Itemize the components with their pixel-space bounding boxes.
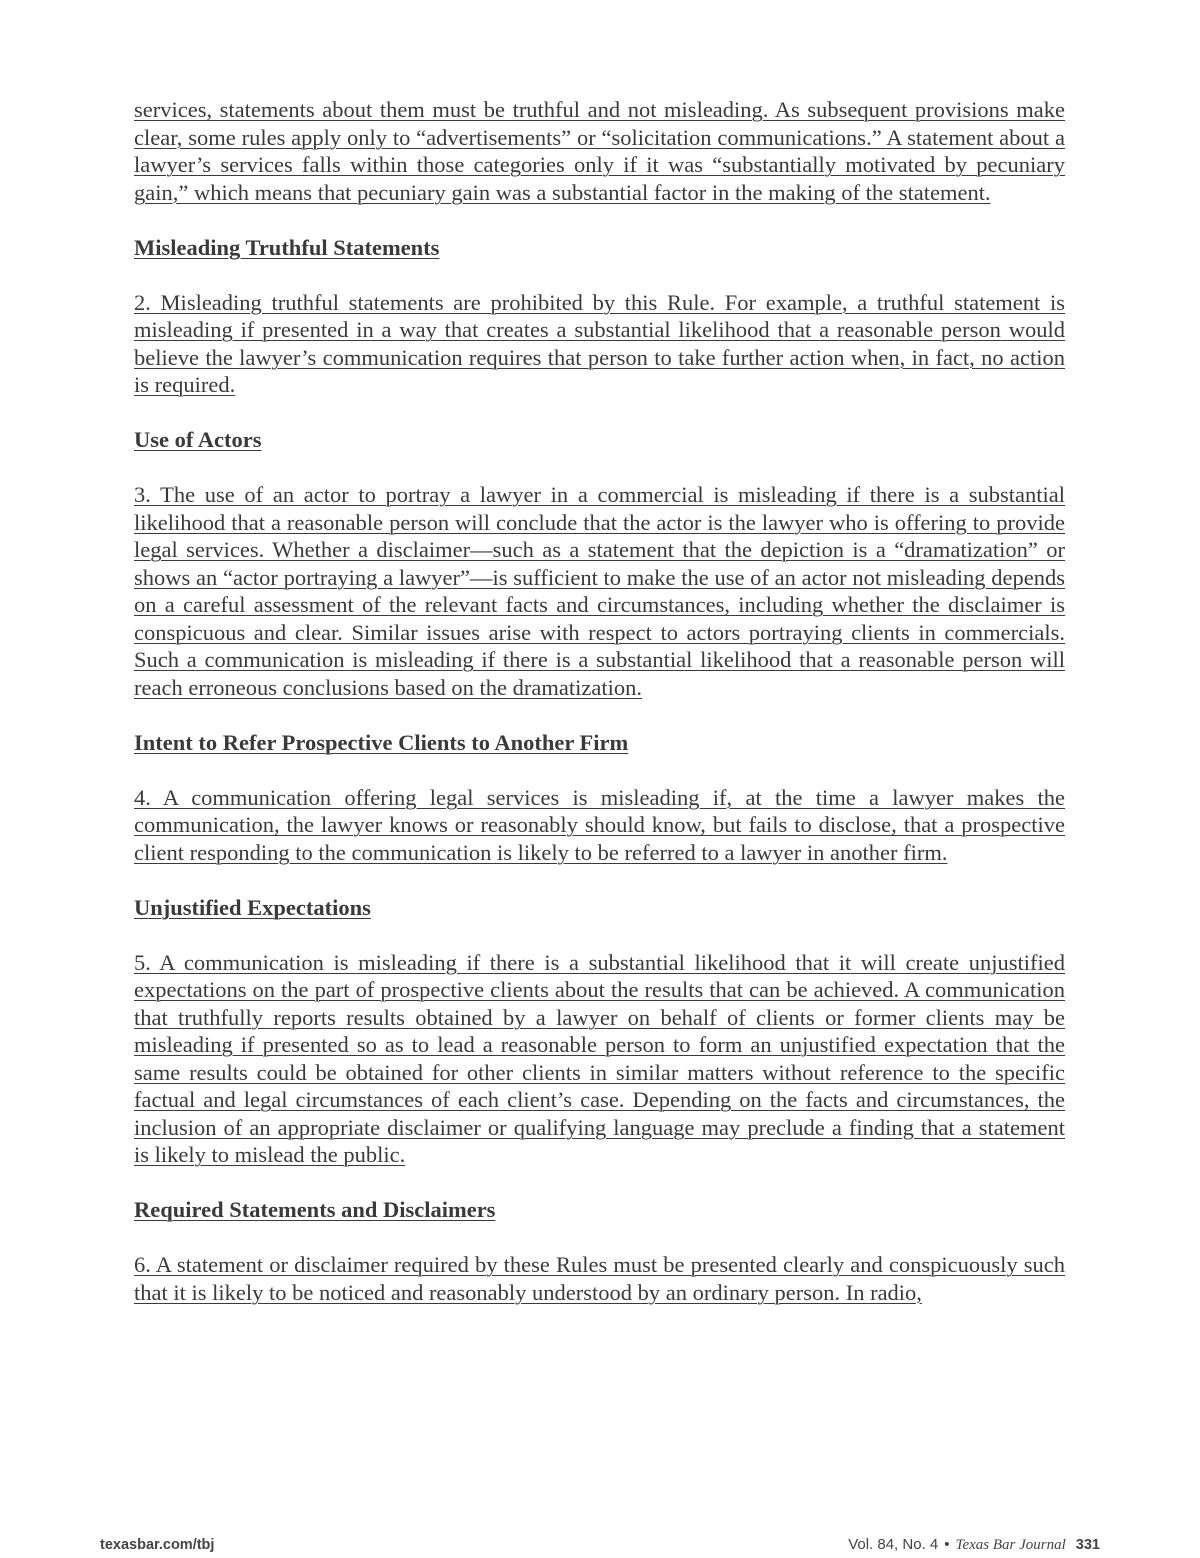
- footer-page-number: 331: [1075, 1537, 1100, 1553]
- heading-misleading-truthful-statements: Misleading Truthful Statements: [134, 234, 440, 260]
- footer-citation: [848, 1536, 1100, 1554]
- footer-bullet: •: [944, 1536, 950, 1553]
- heading-unjustified-expectations: Unjustified Expectations: [134, 894, 371, 920]
- document-body: [134, 96, 1065, 1334]
- footer-website: texasbar.com/tbj: [100, 1537, 215, 1553]
- heading-intent-to-refer: Intent to Refer Prospective Clients to Another Firm: [134, 729, 629, 755]
- paragraph-comment-3: 3. The use of an actor to portray a lawyer in a commercial is misleading if there is a substantial likelihood that a reasonable person will conclude that the actor is the lawyer who is offering to provide legal services. Whether a disclaimer—such as a statement that the depiction is a “dramatization” or shows an “actor portraying a lawyer”—is sufficient to make the use of an actor not misleading depends on a careful assessment of the relevant facts and circumstances, including whether the disclaimer is conspicuous and clear. Similar issues arise with respect to actors portraying clients in commercials. Such a communication is misleading if there is a substantial likelihood that a reasonable person will reach erroneous conclusions based on the dramatization.: [134, 482, 1065, 700]
- paragraph-comment-6: 6. A statement or disclaimer required by these Rules must be presented clearly and conspicuously such that it is likely to be noticed and reasonably understood by an ordinary person. In radio,: [134, 1252, 1065, 1305]
- paragraph-comment-5: 5. A communication is misleading if there is a substantial likelihood that it will create unjustified expectations on the part of prospective clients about the results that can be achieved. A communication that truthfully reports results obtained by a lawyer on behalf of clients or former clients may be misleading if presented so as to lead a reasonable person to form an unjustified expectation that the same results could be obtained for other clients in similar matters without reference to the specific factual and legal circumstances of each client’s case. Depending on the facts and circumstances, the inclusion of an appropriate disclaimer or qualifying language may preclude a finding that a statement is likely to mislead the public.: [134, 949, 1065, 1167]
- paragraph-comment-2: 2. Misleading truthful statements are prohibited by this Rule. For example, a truthful statement is misleading if presented in a way that creates a substantial likelihood that a reasonable person would believe the lawyer’s communication requires that person to take further action when, in fact, no action is required.: [134, 289, 1065, 397]
- footer-journal-title: Texas Bar Journal: [955, 1537, 1066, 1553]
- page-footer: [100, 1536, 1100, 1556]
- heading-required-statements: Required Statements and Disclaimers: [134, 1197, 496, 1222]
- heading-use-of-actors: Use of Actors: [134, 427, 262, 452]
- footer-volume: Vol. 84, No. 4: [848, 1536, 939, 1553]
- paragraph-intro-continued: services, statements about them must be truthful and not misleading. As subsequent provisions make clear, some rules apply only to “advertisements” or “solicitation communications.” A statement about a lawyer’s services falls within those categories only if it was “substantially motivated by pecuniary gain,” which means that pecuniary gain was a substantial factor in the making of the statement.: [134, 97, 1065, 205]
- paragraph-comment-4: 4. A communication offering legal services is misleading if, at the time a lawyer makes the communication, the lawyer knows or reasonably should know, but fails to disclose, that a prospective client responding to the communication is likely to be referred to a lawyer in another firm.: [134, 784, 1065, 865]
